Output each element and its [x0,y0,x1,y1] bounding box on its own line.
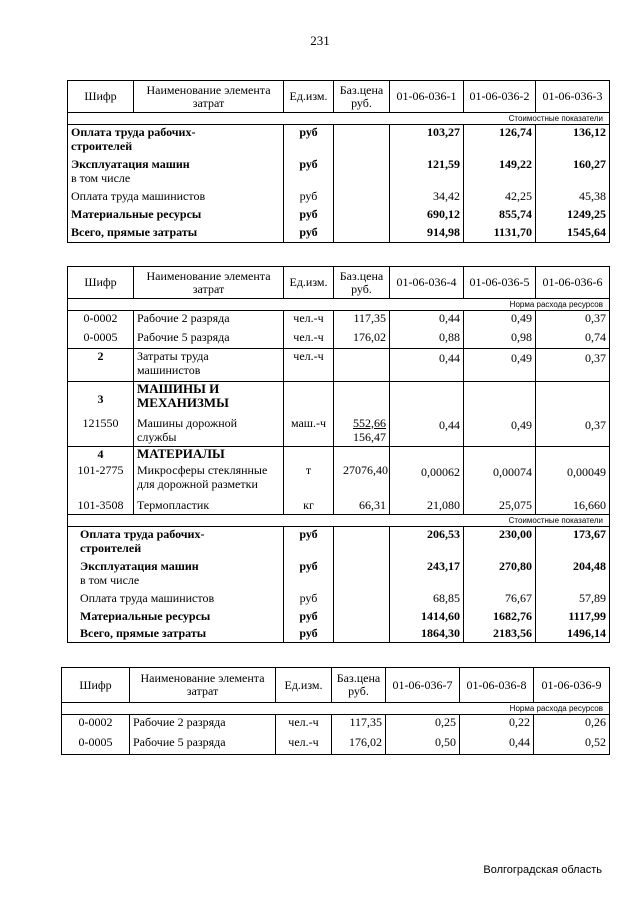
row-value: 0,52 [534,735,610,755]
row-unit: руб [284,157,334,189]
row-value: 0,44 [460,735,534,755]
row-price: 176,02 [332,735,386,755]
header-name: Наименование элемента затрат [134,267,284,299]
row-value: 21,080 [390,496,464,515]
row-value: 0,37 [536,349,610,382]
table-row [62,735,610,755]
row-name: Микросферы стеклянные для дорожной разметки [134,463,284,496]
row-code: 101-3508 [68,496,134,515]
row-value: 160,27 [536,157,610,189]
row-name: Затраты труда машинистов [134,349,284,382]
row-value: 34,42 [390,189,464,207]
header-unit: Ед.изм. [284,267,334,299]
header-price: Баз.цена руб. [334,81,390,113]
row-value: 0,49 [464,349,536,382]
row-value: 1414,60 [390,609,464,626]
header-col-3: 01-06-036-9 [534,668,610,703]
row-name: Оплата труда рабочих- строителей [68,527,284,559]
row-value: 0,88 [390,330,464,349]
header-price: Баз.цена руб. [334,267,390,299]
row-unit: чел.-ч [284,330,334,349]
row-value: 103,27 [390,125,464,157]
header-col-1: 01-06-036-4 [390,267,464,299]
row-unit: руб [284,527,334,559]
cost-indicators-label: Стоимостные показатели [68,113,610,125]
row-value: 0,37 [536,416,610,447]
row-name: Оплата труда машинистов [68,591,284,609]
row-value: 0,22 [460,715,534,735]
table-row [68,382,610,416]
row-value: 270,80 [464,559,536,591]
row-name: Рабочие 2 разряда [130,715,276,735]
table-row [68,311,610,330]
row-unit: руб [284,189,334,207]
row-name: Оплата труда рабочих- строителей [68,125,284,157]
row-unit: руб [284,591,334,609]
cost-table-1 [67,80,610,243]
table-row [68,463,610,496]
row-value: 0,49 [464,311,536,330]
header-name: Наименование элемента затрат [134,81,284,113]
cost-indicators-label: Стоимостные показатели [68,515,610,527]
row-name: Оплата труда машинистов [68,189,284,207]
table-row [68,416,610,447]
row-value: 1545,64 [536,225,610,243]
table-row [68,609,610,626]
row-name: Машины дорожной службы [134,416,284,447]
row-code: 3 [68,382,134,416]
header-code: Шифр [62,668,130,703]
row-price: 66,31 [334,496,390,515]
table-row [68,447,610,463]
page-number: 231 [310,33,330,48]
row-value: 16,660 [536,496,610,515]
row-value: 0,49 [464,416,536,447]
row-price: 117,35 [332,715,386,735]
row-value: 1864,30 [390,626,464,643]
row-value: 0,00074 [464,463,536,496]
row-price: 176,02 [334,330,390,349]
row-value: 855,74 [464,207,536,225]
table-row [68,626,610,643]
row-value: 68,85 [390,591,464,609]
row-name: Эксплуатация машин в том числе [68,559,284,591]
row-value: 0,44 [390,349,464,382]
row-name: Эксплуатация машин в том числе [68,157,284,189]
row-price: 117,35 [334,311,390,330]
section-label-row [68,299,610,311]
row-value: 1682,76 [464,609,536,626]
row-code: 0-0002 [62,715,130,735]
row-unit: маш.-ч [284,416,334,447]
row-value: 0,26 [534,715,610,735]
row-value: 0,98 [464,330,536,349]
row-unit: руб [284,207,334,225]
row-value: 914,98 [390,225,464,243]
row-name: Термопластик [134,496,284,515]
row-value: 1131,70 [464,225,536,243]
row-unit: руб [284,225,334,243]
row-name: МАТЕРИАЛЫ [134,447,284,463]
header-unit: Ед.изм. [276,668,332,703]
row-value: 0,25 [386,715,460,735]
row-value: 0,50 [386,735,460,755]
row-unit: чел.-ч [276,715,332,735]
row-value: 1249,25 [536,207,610,225]
row-value: 0,37 [536,311,610,330]
row-unit: руб [284,125,334,157]
row-value: 243,17 [390,559,464,591]
row-unit: чел.-ч [284,349,334,382]
row-code: 0-0002 [68,311,134,330]
row-value: 42,25 [464,189,536,207]
header-col-2: 01-06-036-2 [464,81,536,113]
table-row [68,157,610,189]
row-value: 45,38 [536,189,610,207]
header-code: Шифр [68,267,134,299]
table-row [68,349,610,382]
row-value: 0,00062 [390,463,464,496]
row-value: 1496,14 [536,626,610,643]
table-row [68,527,610,559]
row-code: 4 [68,447,134,463]
row-price: 552,66 156,47 [334,416,390,447]
row-value: 0,00049 [536,463,610,496]
row-value: 25,075 [464,496,536,515]
table-row [68,125,610,157]
row-unit: руб [284,626,334,643]
row-unit: руб [284,559,334,591]
row-unit: руб [284,609,334,626]
row-value: 149,22 [464,157,536,189]
table-header-row [68,267,610,299]
table-row [68,330,610,349]
row-value: 1117,99 [536,609,610,626]
header-code: Шифр [68,81,134,113]
row-value: 2183,56 [464,626,536,643]
header-col-2: 01-06-036-8 [460,668,534,703]
table-row [68,189,610,207]
cost-table-3 [61,667,610,755]
table-row [68,591,610,609]
header-name: Наименование элемента затрат [130,668,276,703]
header-col-1: 01-06-036-1 [390,81,464,113]
row-name: Материальные ресурсы [68,207,284,225]
section-label-row [68,113,610,125]
row-value: 0,44 [390,416,464,447]
table-row [68,225,610,243]
header-col-1: 01-06-036-7 [386,668,460,703]
header-unit: Ед.изм. [284,81,334,113]
row-name: Всего, прямые затраты [68,225,284,243]
section-label-row [62,703,610,715]
row-value: 57,89 [536,591,610,609]
row-unit: кг [284,496,334,515]
row-value: 121,59 [390,157,464,189]
row-unit: чел.-ч [276,735,332,755]
row-value: 136,12 [536,125,610,157]
row-value: 230,00 [464,527,536,559]
row-name: Рабочие 5 разряда [130,735,276,755]
resource-norm-label: Норма расхода ресурсов [62,703,610,715]
row-name: Рабочие 5 разряда [134,330,284,349]
row-value: 0,44 [390,311,464,330]
table-row [68,207,610,225]
row-value: 690,12 [390,207,464,225]
header-col-3: 01-06-036-6 [536,267,610,299]
row-name: Всего, прямые затраты [68,626,284,643]
section-label-row [68,515,610,527]
row-unit: чел.-ч [284,311,334,330]
table-header-row [62,668,610,703]
row-name: Рабочие 2 разряда [134,311,284,330]
header-price: Баз.цена руб. [332,668,386,703]
row-price: 27076,40 [334,463,390,496]
header-col-3: 01-06-036-3 [536,81,610,113]
cost-table-2 [67,266,610,643]
table-header-row [68,81,610,113]
row-code: 2 [68,349,134,382]
region-footer: Волгоградская область [483,864,602,876]
row-unit: т [284,463,334,496]
row-value: 204,48 [536,559,610,591]
row-name: МАШИНЫ И МЕХАНИЗМЫ [134,382,284,416]
header-col-2: 01-06-036-5 [464,267,536,299]
row-code: 0-0005 [68,330,134,349]
row-value: 0,74 [536,330,610,349]
row-value: 173,67 [536,527,610,559]
resource-norm-label: Норма расхода ресурсов [68,299,610,311]
table-row [68,559,610,591]
table-row [62,715,610,735]
row-code: 0-0005 [62,735,130,755]
row-value: 126,74 [464,125,536,157]
row-value: 206,53 [390,527,464,559]
row-name: Материальные ресурсы [68,609,284,626]
row-code: 101-2775 [68,463,134,496]
table-row [68,496,610,515]
row-value: 76,67 [464,591,536,609]
row-code: 121550 [68,416,134,447]
